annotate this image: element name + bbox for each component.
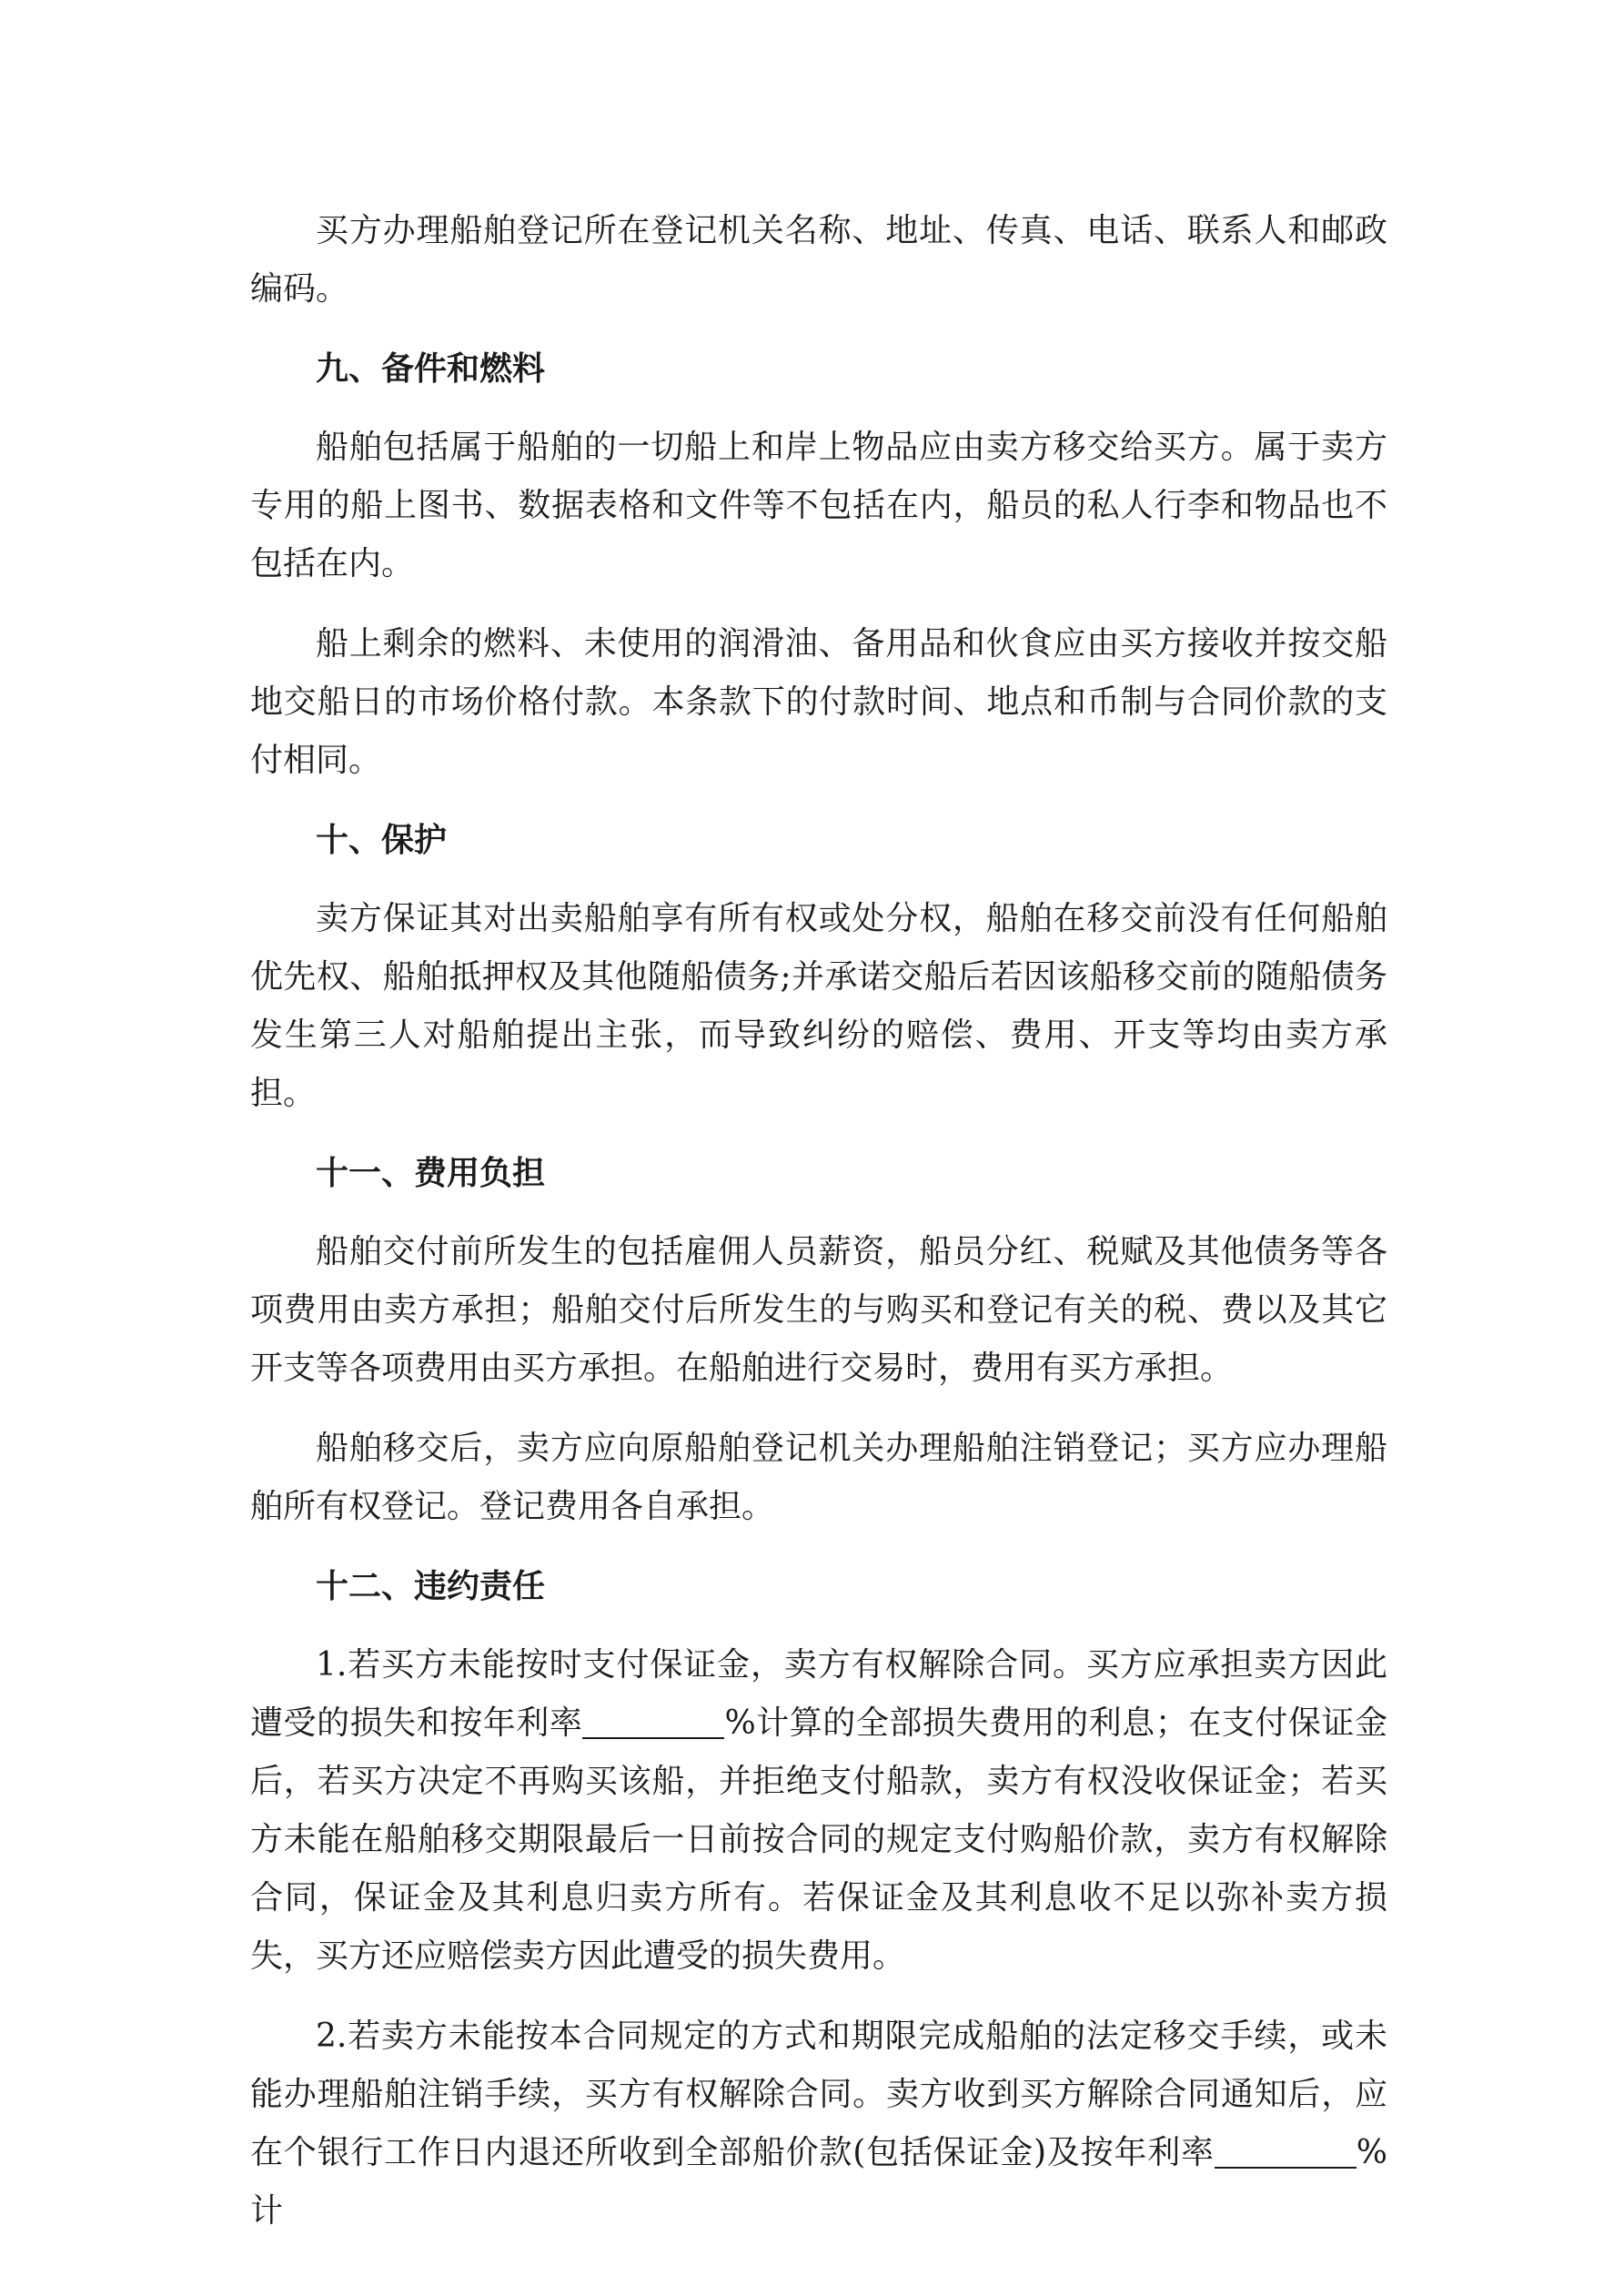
item-1-text-end: %计算的全部损失费用的利息；在支付保证金后，若买方决定不再购买该船，并拒绝支付船款，卖方有权没收保证金；若买方未能在船舶移交期限最后一日前按合同的规定支付购船价款，卖方有权解除合同，保证金及其利息归卖方所有。若保证金及其利息收不足以弥补卖方损失，买方还应赔偿卖方因此遭受的损失费用。 (250, 1704, 1387, 1975)
document-body (250, 202, 1387, 2262)
section-10-paragraph-1: 卖方保证其对出卖船舶享有所有权或处分权，船舶在移交前没有任何船舶优先权、船舶抵押权及其他随船债务;并承诺交船后若因该船移交前的随船债务发生第三人对船舶提出主张，而导致纠纷的赔偿、费用、开支等均由卖方承担。 (250, 900, 1387, 1112)
section-12-heading: 十二、违约责任 (316, 1568, 546, 1605)
interest-rate-blank (582, 1704, 724, 1739)
item-2-text-start: 2.若卖方未能按本合同规定的方式和期限完成船舶的法定移交手续，或未能办理船舶注销手续，买方有权解除合同。卖方收到买方解除合同通知后，应在个银行工作日内退还所收到全部船价款(包括保证金)及按年利率 (250, 2018, 1387, 2171)
section-12-item-1 (250, 1636, 1387, 1986)
section-10-heading: 十、保护 (316, 822, 448, 859)
registration-paragraph: 买方办理船舶登记所在登记机关名称、地址、传真、电话、联系人和邮政编码。 (250, 212, 1387, 308)
item-2-text-end: %计 (250, 2134, 1387, 2230)
item-1-text-start: 1.若买方未能按时支付保证金，卖方有权解除合同。买方应承担卖方因此遭受的损失和按年利率 (250, 1646, 1387, 1742)
interest-rate-blank (1215, 2134, 1357, 2169)
section-9-paragraph-1: 船舶包括属于船舶的一切船上和岸上物品应由卖方移交给买方。属于卖方专用的船上图书、数据表格和文件等不包括在内，船员的私人行李和物品也不包括在内。 (250, 429, 1387, 582)
section-9-paragraph-2: 船上剩余的燃料、未使用的润滑油、备用品和伙食应由买方接收并按交船地交船日的市场价格付款。本条款下的付款时间、地点和币制与合同价款的支付相同。 (250, 625, 1387, 779)
section-11-paragraph-2: 船舶移交后，卖方应向原船舶登记机关办理船舶注销登记；买方应办理船舶所有权登记。登记费用各自承担。 (250, 1430, 1387, 1525)
section-11-paragraph-1: 船舶交付前所发生的包括雇佣人员薪资，船员分红、税赋及其他债务等各项费用由卖方承担；船舶交付后所发生的与购买和登记有关的税、费以及其它开支等各项费用由买方承担。在船舶进行交易时，费用有买方承担。 (250, 1233, 1387, 1387)
section-12-item-2 (250, 2008, 1387, 2240)
section-11-heading: 十一、费用负担 (316, 1155, 546, 1192)
section-9-heading: 九、备件和燃料 (316, 350, 546, 388)
